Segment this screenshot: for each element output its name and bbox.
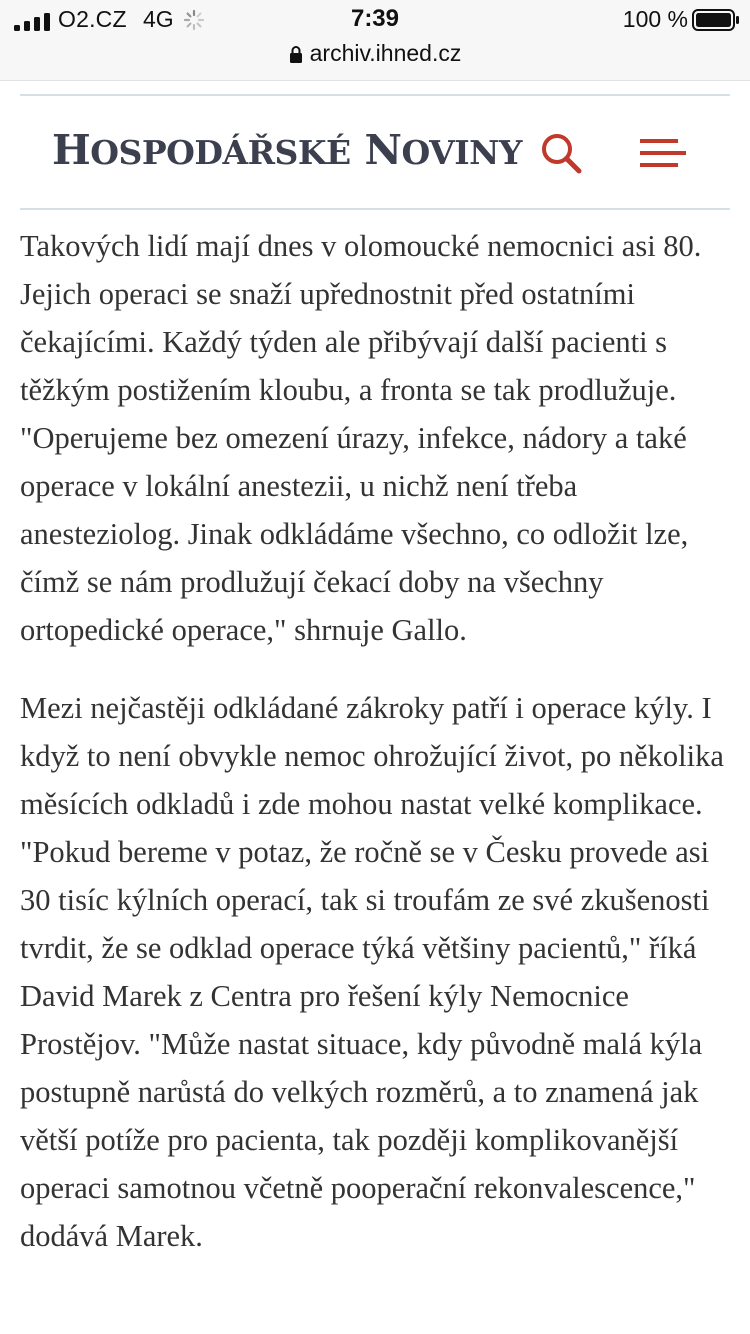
url-text: archiv.ihned.cz bbox=[309, 40, 462, 66]
article-body bbox=[20, 222, 730, 1260]
article-paragraph: Mezi nejčastěji odkládané zákroky patří i operace kýly. I když to není obvykle nemoc ohrožující život, po několika měsících odkladů i zde mohou nastat velké komplikace. "Pokud bereme v potaz, že ročně se v Česku provede asi 30 tisíc kýlních operací, tak si troufám ze své zkušenosti tvrdit, že se odklad operace týká většiny pacientů," říká David Marek z Centra pro řešení kýly Nemocnice Prostějov. "Může nastat situace, kdy původně malá kýla postupně narůstá do velkých rozměrů, a to znamená jak větší potíže pro pacienta, tak později komplikovanější operaci samotnou včetně pooperační rekonvalescence," dodává Marek. bbox=[20, 691, 724, 1253]
search-icon[interactable] bbox=[538, 130, 586, 178]
site-header bbox=[20, 94, 730, 210]
lock-icon bbox=[289, 45, 303, 63]
article-paragraph: Takových lidí mají dnes v olomoucké nemocnici asi 80. Jejich operaci se snaží upřednostnit před ostatními čekajícími. Každý týden ale přibývají další pacienti s těžkým postižením kloubu, a fronta se tak prodlužuje. "Operujeme bez omezení úrazy, infekce, nádory a také operace v lokální anestezii, u nichž není třeba anesteziolog. Jinak odkládáme všechno, co odložit lze, čímž se nám prodlužují čekací doby na všechny ortopedické operace," shrnuje Gallo. bbox=[20, 229, 702, 647]
status-bar bbox=[0, 0, 750, 81]
clock-time: 7:39 bbox=[350, 5, 400, 32]
network-type: 4G bbox=[143, 6, 174, 32]
logo-rest-1: OSPODÁŘSKÉ bbox=[90, 133, 351, 172]
carrier-name: O2.CZ bbox=[58, 6, 127, 32]
battery-icon bbox=[692, 9, 740, 31]
site-logo[interactable] bbox=[52, 126, 522, 174]
battery-percentage: 100 % bbox=[622, 6, 688, 32]
logo-initial-2: N bbox=[364, 126, 402, 174]
address-bar[interactable] bbox=[0, 40, 750, 67]
logo-rest-2: OVINY bbox=[401, 133, 522, 172]
logo-initial-1: H bbox=[52, 126, 91, 174]
hamburger-menu-icon[interactable] bbox=[640, 136, 686, 170]
